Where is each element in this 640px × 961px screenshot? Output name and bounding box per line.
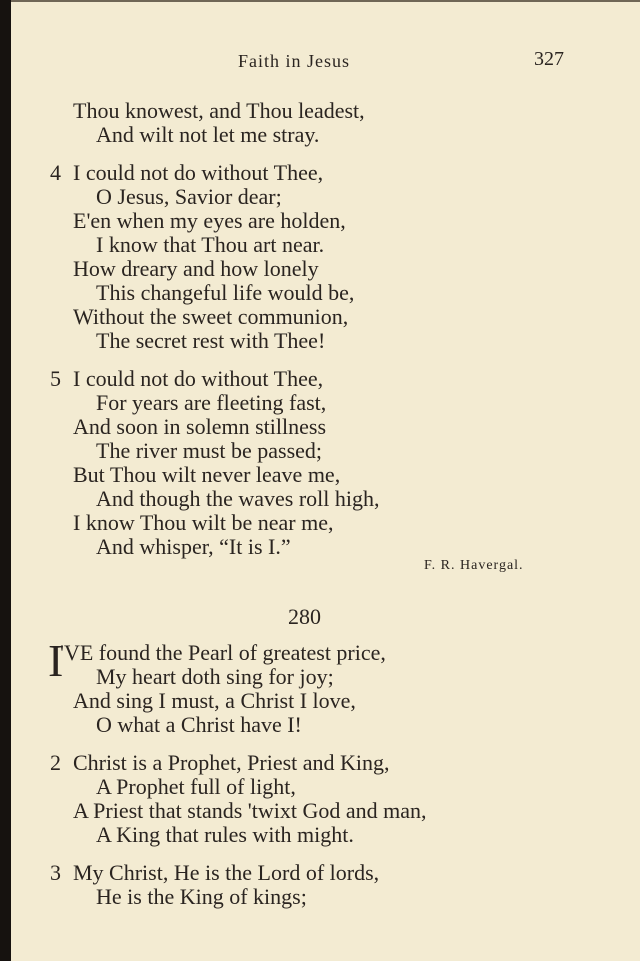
verse-number: 5 [50, 366, 61, 391]
author-attribution: F. R. Havergal. [424, 558, 524, 573]
hymn-line: My heart doth sing for joy; [96, 664, 334, 689]
hymn-line: Thou knowest, and Thou leadest, [73, 98, 365, 123]
hymn-line: I know Thou wilt be near me, [73, 510, 334, 535]
hymn-line: For years are fleeting fast, [96, 390, 327, 415]
hymn-number: 280 [288, 604, 321, 629]
hymn-line: The river must be passed; [96, 438, 323, 463]
running-header-title: Faith in Jesus [238, 51, 351, 71]
hymn-line: O what a Christ have I! [96, 712, 302, 737]
hymn-line: I could not do without Thee, [73, 160, 324, 185]
hymn-line: And soon in solemn stillness [73, 414, 327, 439]
book-spine [0, 0, 11, 961]
hymn-line: How dreary and how lonely [73, 256, 319, 281]
hymn-line: And sing I must, a Christ I love, [73, 688, 356, 713]
hymn-line: Christ is a Prophet, Priest and King, [73, 750, 390, 775]
hymn-line: E'en when my eyes are holden, [73, 208, 346, 233]
hymn-line: A King that rules with might. [96, 822, 354, 847]
hymn-line: This changeful life would be, [96, 280, 355, 305]
hymn-line: And wilt not let me stray. [96, 122, 320, 147]
hymn-line: A Prophet full of light, [96, 774, 296, 799]
drop-cap: I [48, 635, 64, 686]
hymn-line: And whisper, “It is I.” [96, 534, 291, 559]
page-top-rule [11, 0, 640, 2]
hymn-line: And though the waves roll high, [96, 486, 380, 511]
hymn-line: The secret rest with Thee! [96, 328, 326, 353]
hymn-line: I know that Thou art near. [96, 232, 325, 257]
hymn-line: A Priest that stands 'twixt God and man, [73, 798, 427, 823]
hymn-line: My Christ, He is the Lord of lords, [73, 860, 380, 885]
hymn-line: But Thou wilt never leave me, [73, 462, 341, 487]
hymn-line: I could not do without Thee, [73, 366, 324, 391]
verse-number: 4 [50, 160, 61, 185]
hymn-line: 'VE found the Pearl of greatest price, [60, 640, 386, 665]
verse-number: 3 [50, 860, 61, 885]
hymn-line: O Jesus, Savior dear; [96, 184, 282, 209]
page-number: 327 [534, 48, 564, 70]
verse-number: 2 [50, 750, 61, 775]
hymn-line: Without the sweet communion, [73, 304, 349, 329]
hymn-line: He is the King of kings; [96, 884, 307, 909]
